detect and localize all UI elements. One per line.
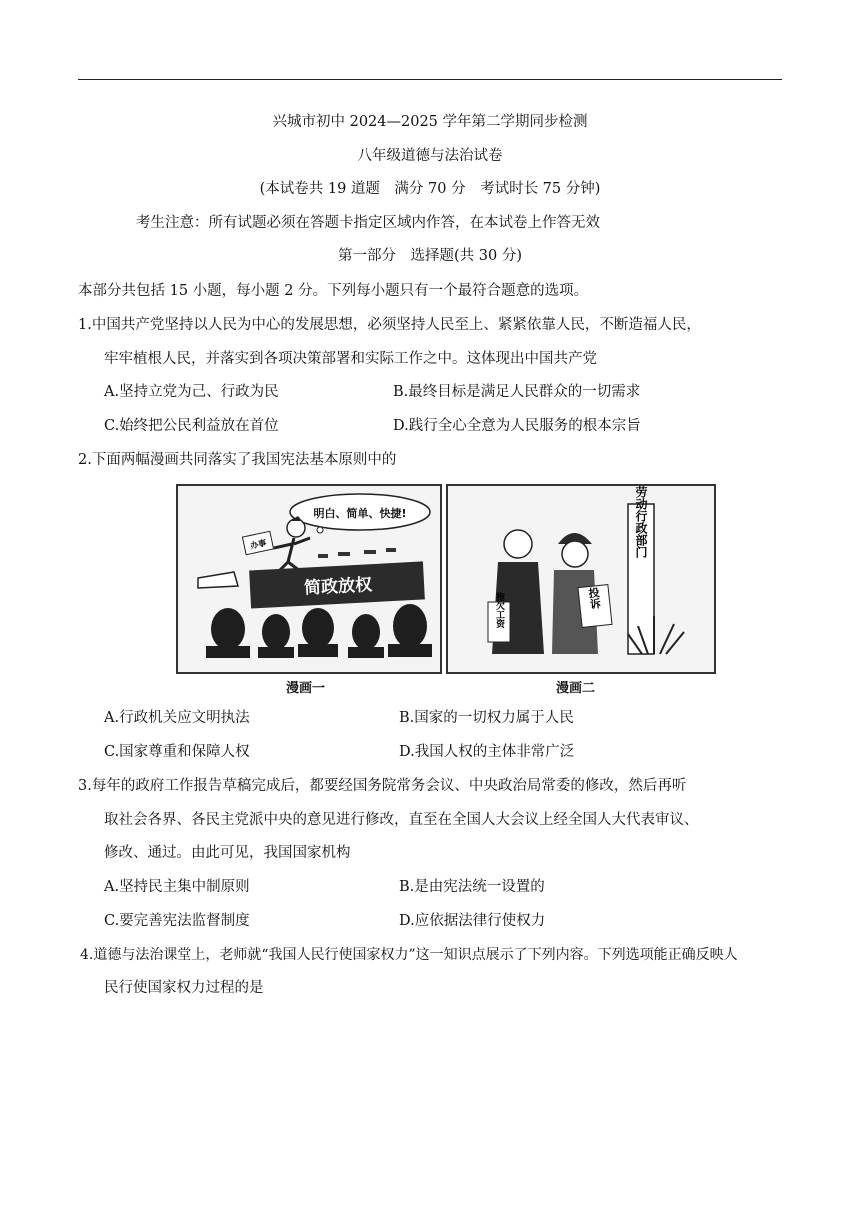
comic-two-caption: 漫画二 (556, 681, 596, 696)
section-heading: 第一部分 选择题(共 30 分) (338, 248, 522, 264)
q2-comics (176, 484, 716, 696)
q3-option-a[interactable]: A.坚持民主集中制原则 (104, 879, 250, 895)
boss-folder-text: 拖欠工资 (494, 592, 504, 628)
q3-stem-line3: 修改、通过。由此可见，我国国家机构 (104, 845, 351, 861)
q4-stem-line2: 民行使国家权力过程的是 (104, 980, 264, 996)
exam-subtitle: 八年级道德与法治试卷 (357, 148, 503, 164)
q1-option-c[interactable]: C.始终把公民利益放在首位 (104, 418, 279, 434)
complaint-text: 投诉 (586, 586, 602, 610)
bubble-text: 明白、简单、快捷! (313, 507, 407, 520)
comic-two-illustration (448, 486, 714, 672)
q3-option-c[interactable]: C.要完善宪法监督制度 (104, 913, 250, 929)
q2-stem: 2.下面两幅漫画共同落实了我国宪法基本原则中的 (78, 452, 397, 468)
q3-option-b[interactable]: B.是由宪法统一设置的 (399, 879, 545, 895)
q3-stem-line2: 取社会各界、各民主党派中央的意见进行修改，直至在全国人大会议上经全国人大代表审议、 (104, 812, 699, 828)
bubble-dot (317, 527, 323, 533)
q3-stem-line1: 3.每年的政府工作报告草稿完成后，都要经国务院常务会议、中央政治局常委的修改，然后再听 (78, 778, 687, 794)
official-seals (206, 604, 432, 658)
comic-one-panel (176, 484, 442, 674)
pointing-hand (198, 572, 238, 588)
worker-head (562, 541, 588, 567)
q3-option-d[interactable]: D.应依据法律行使权力 (399, 913, 546, 929)
q1-option-d[interactable]: D.践行全心全意为人民服务的根本宗旨 (393, 418, 641, 434)
banner-text: 简政放权 (303, 575, 373, 599)
q1-stem-line1: 1.中国共产党坚持以人民为中心的发展思想，必须坚持人民至上、紧紧依靠人民，不断造福人民， (78, 317, 701, 333)
q2-option-b[interactable]: B.国家的一切权力属于人民 (399, 710, 574, 726)
comic-two-panel (446, 484, 716, 674)
q1-stem-line2: 牢牢植根人民，并落实到各项决策部署和实际工作之中。这体现出中国共产党 (104, 351, 597, 367)
comic-one-caption: 漫画一 (286, 681, 326, 696)
q1-option-a[interactable]: A.坚持立党为己、行政为民 (104, 384, 279, 400)
section-instructions: 本部分共包括 15 小题，每小题 2 分。下列每小题只有一个最符合题意的选项。 (78, 283, 589, 299)
top-rule (78, 79, 782, 80)
q4-stem-line1: 4.道德与法治课堂上，老师就“我国人民行使国家权力”这一知识点展示了下列内容。下列选项能正确反映人 (80, 947, 738, 963)
q2-option-c[interactable]: C.国家尊重和保障人权 (104, 744, 250, 760)
boss-head (504, 530, 532, 558)
q2-option-a[interactable]: A.行政机关应文明执法 (104, 710, 250, 726)
broken-chains (318, 550, 396, 556)
comic-one-illustration (178, 486, 440, 672)
exam-notice: 考生注意：所有试题必须在答题卡指定区域内作答，在本试卷上作答无效 (136, 215, 600, 231)
exam-info: (本试卷共 19 道题 满分 70 分 考试时长 75 分钟) (259, 181, 601, 197)
q2-option-d[interactable]: D.我国人权的主体非常广泛 (399, 744, 575, 760)
sign-text: 劳动行政部门 (634, 486, 648, 558)
runner-head (287, 519, 305, 537)
runner-document-text: 办事 (249, 538, 268, 551)
q1-option-b[interactable]: B.最终目标是满足人民群众的一切需求 (393, 384, 641, 400)
exam-title: 兴城市初中 2024—2025 学年第二学期同步检测 (272, 114, 588, 130)
